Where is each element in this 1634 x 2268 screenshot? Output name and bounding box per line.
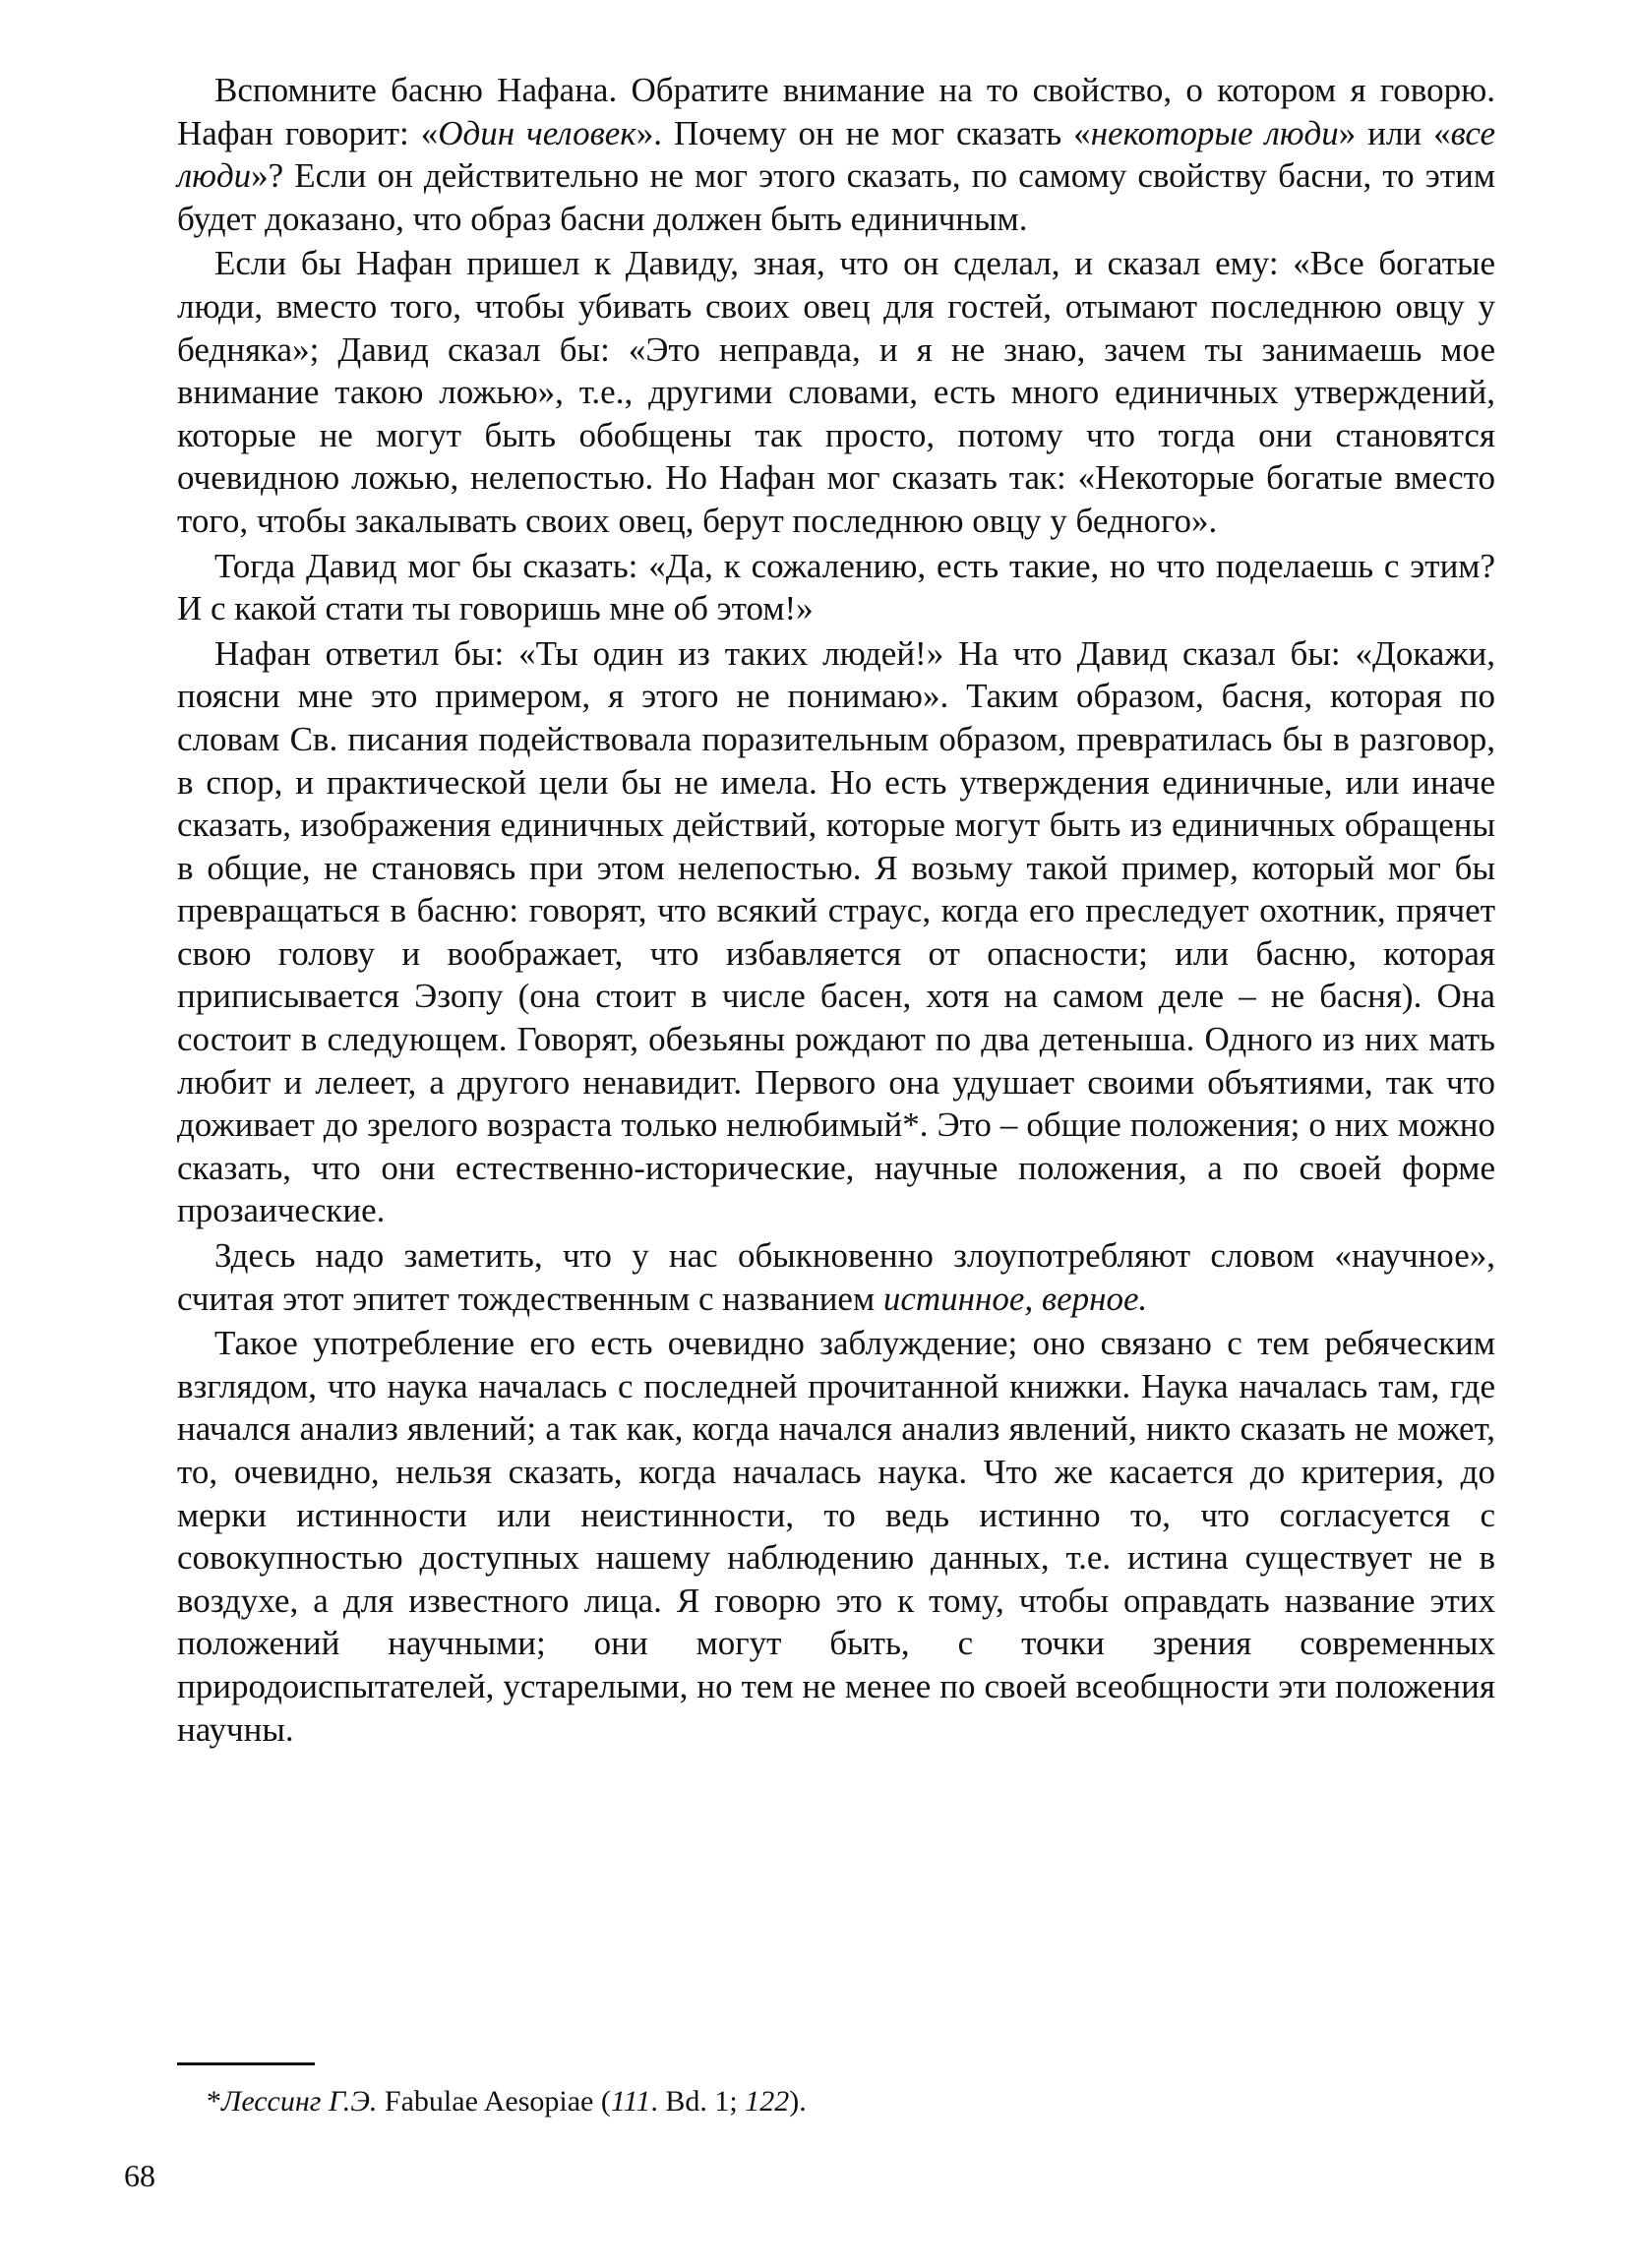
page-number: 68 [124,2158,155,2193]
text-run: Такое употребление его есть очевидно заблуждение; оно связано с тем ребяческим взглядом, что наука началась с последней прочитанной книжки. Наука началась там, где начался анализ явлений; а так как, когда начался анализ явлений, никто сказать не может, то, очевидно, нельзя сказать, когда началась наука. Что же касается до критерия, до мерки истинности или неистинности, то ведь истинно то, что согласуется с совокупностью доступных нашему наблюдению данных, т.е. истина существует не в воздухе, а для известного лица. Я говорю это к тому, чтобы оправдать название этих положений научными; они могут быть, с точки зрения современных природоиспытателей, устарелыми, но тем не менее по своей всеобщности эти положения научны. [177,1324,1495,1749]
paragraph [177,632,1495,1232]
text-run: » или « [1338,113,1451,152]
text-run: »? Если он действительно не мог этого сказать, по самому свойству басни, то этим будет доказано, что образ басни должен быть единичным. [177,156,1495,238]
text-run: Здесь надо заметить, что у нас обыкновенно злоупотребляют словом «научное», считая этот эпитет тождественным с названием [177,1236,1495,1318]
paragraph [177,69,1495,240]
paragraph [177,1322,1495,1751]
text-run: Нафан ответил бы: «Ты один из таких людей!» На что Давид сказал бы: «Докажи, поясни мне это примером, я этого не понимаю». Таким образом, басня, которая по словам Св. писания подействовала поразительным образом, превратилась бы в разговор, в спор, и практической цели бы не имела. Но есть утверждения единичные, или иначе сказать, изображения единичных действий, которые могут быть из единичных обращены в общие, не становясь при этом нелепостью. Я возьму такой пример, который мог бы превращаться в басню: говорят, что всякий страус, когда его преследует охотник, прячет свою голову и воображает, что избавляется от опасности; или басню, которая приписывается Эзопу (она стоит в числе басен, хотя на самом деле – не басня). Она состоит в следующем. Говорят, обезьяны рождают по два детеныша. Одного из них мать любит и лелеет, а другого ненавидит. Первого она удушает своими объятиями, так что доживает до зрелого возраста только нелюбимый*. Это – общие положения; о них можно сказать, что они естественно-исторические, научные положения, а по своей форме прозаические. [177,633,1495,1230]
footnote-divider [177,2062,315,2065]
italic-text: некоторые люди [1090,113,1339,152]
italic-text: 111 [610,2085,651,2118]
text-run: . Bd. 1; [650,2085,746,2118]
italic-text: Один человек [438,113,636,152]
paragraph [177,242,1495,542]
text-run: Вспомните басню Нафана. Обратите внимание на то свойство, о котором я говорю. Нафан говорит: « [177,71,1495,152]
page-body [177,69,1495,1751]
text-run: * [207,2085,221,2118]
paragraph [177,545,1495,630]
text-run: ». Почему он не мог сказать « [635,113,1091,152]
paragraph [177,1234,1495,1320]
italic-text: 122 [745,2085,790,2118]
italic-text: Лессинг Г.Э. [221,2085,378,2118]
text-run: Fabulae Aesopiae ( [377,2085,611,2118]
italic-text: все люди [177,113,1495,196]
text-run: ). [789,2085,807,2118]
text-run: Если бы Нафан пришел к Давиду, зная, что он сделал, и сказал ему: «Все богатые люди, вместо того, чтобы убивать своих овец для гостей, отымают последнюю овцу у бедняка»; Давид сказал бы: «Это неправда, и я не знаю, зачем ты занимаешь мое внимание такою ложью», т.е., другими словами, есть много единичных утверждений, которые не могут быть обобщены так просто, потому что тогда они становятся очевидною ложью, нелепостью. Но Нафан мог сказать так: «Некоторые богатые вместо того, чтобы закалывать своих овец, берут последнюю овцу у бедного». [177,244,1495,540]
footnote [207,2083,1485,2120]
italic-text: истинное, верное. [882,1279,1148,1318]
text-run: Тогда Давид мог бы сказать: «Да, к сожалению, есть такие, но что поделаешь с этим? И с какой стати ты говоришь мне об этом!» [177,546,1495,628]
